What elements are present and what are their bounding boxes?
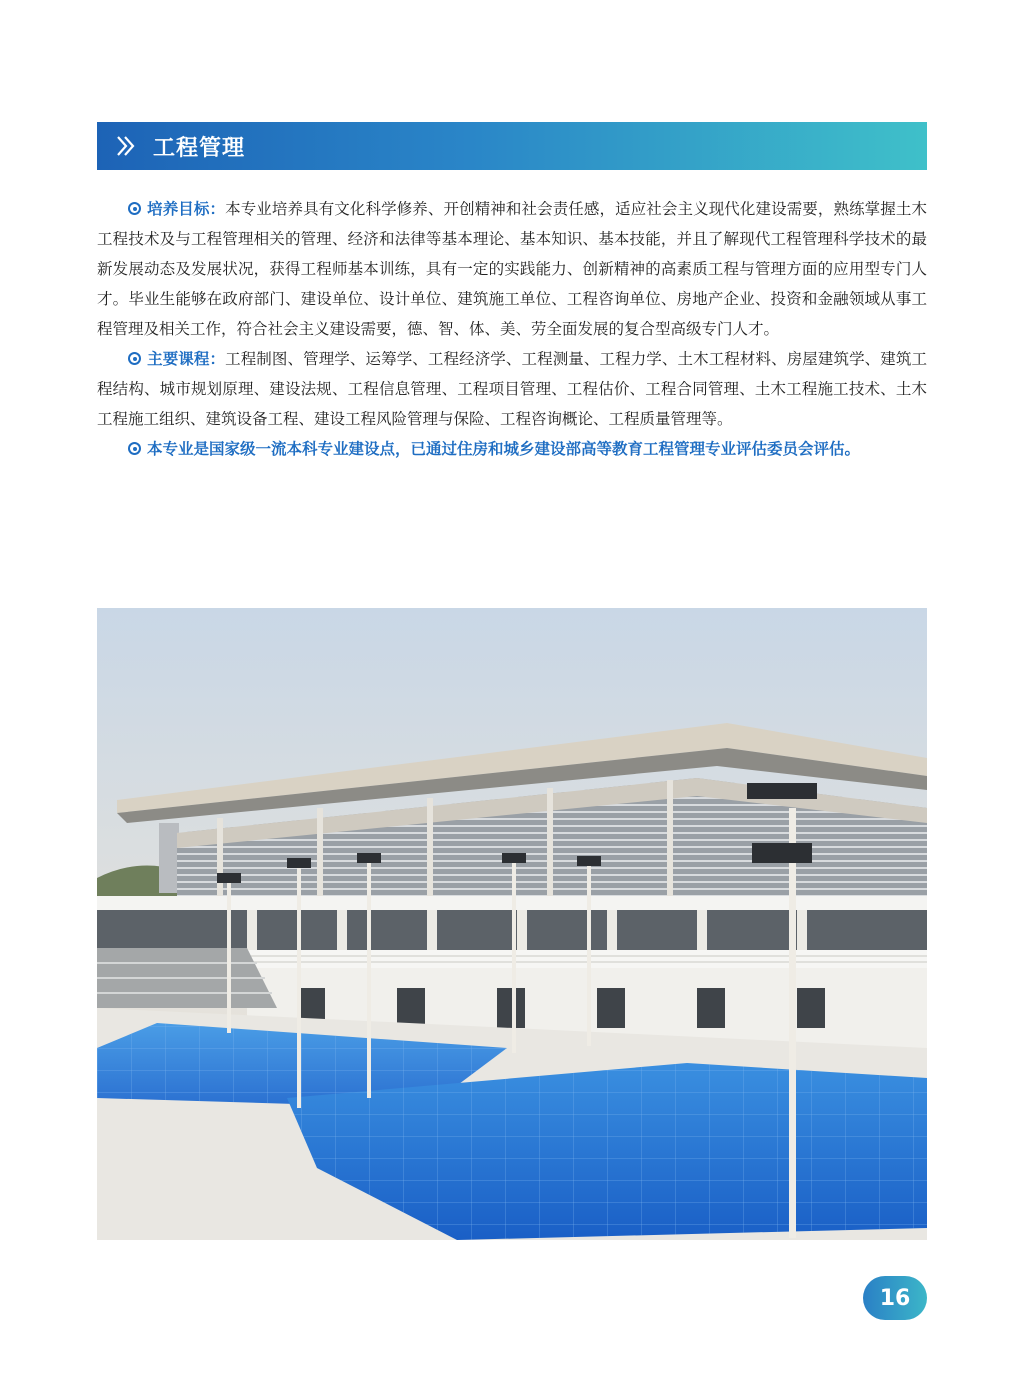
highlight-text: 本专业是国家级一流本科专业建设点，已通过住房和城乡建设部高等教育工程管理专业评估委员会评估。 bbox=[147, 440, 861, 458]
main-courses-text: 工程制图、管理学、运筹学、工程经济学、工程测量、工程力学、土木工程材料、房屋建筑学、建筑工程结构、城市规划原理、建设法规、工程信息管理、工程项目管理、工程估价、工程合同管理、土木工程施工技术、土木工程施工组织、建筑设备工程、建设工程风险管理与保险、工程咨询概论、工程质量管理等。 bbox=[97, 350, 927, 428]
highlight-paragraph bbox=[97, 434, 927, 464]
target-bullet-icon bbox=[128, 202, 141, 215]
section-header-bar bbox=[97, 122, 927, 170]
main-courses-label: 主要课程： bbox=[147, 350, 226, 368]
target-bullet-icon bbox=[128, 352, 141, 365]
training-goal-paragraph bbox=[97, 194, 927, 344]
section-content bbox=[97, 194, 927, 464]
training-goal-label: 培养目标： bbox=[147, 200, 226, 218]
section-title: 工程管理 bbox=[153, 135, 246, 161]
training-goal-text: 本专业培养具有文化科学修养、开创精神和社会责任感，适应社会主义现代化建设需要，熟练掌握土木工程技术及与工程管理相关的管理、经济和法律等基本理论、基本知识、基本技能，并且了解现代工程管理科学技术的最新发展动态及发展状况，获得工程师基本训练，具有一定的实践能力、创新精神的高素质工程与管理方面的应用型专门人才。毕业生能够在政府部门、建设单位、设计单位、建筑施工单位、工程咨询单位、房地产企业、投资和金融领域从事工程管理及相关工作，符合社会主义建设需要，德、智、体、美、劳全面发展的复合型高级专门人才。 bbox=[97, 200, 927, 338]
stadium-pool-photo bbox=[97, 608, 927, 1240]
target-bullet-icon bbox=[128, 442, 141, 455]
page-number-badge: 16 bbox=[863, 1276, 927, 1320]
double-chevron-right-icon bbox=[115, 135, 143, 157]
main-courses-paragraph bbox=[97, 344, 927, 434]
